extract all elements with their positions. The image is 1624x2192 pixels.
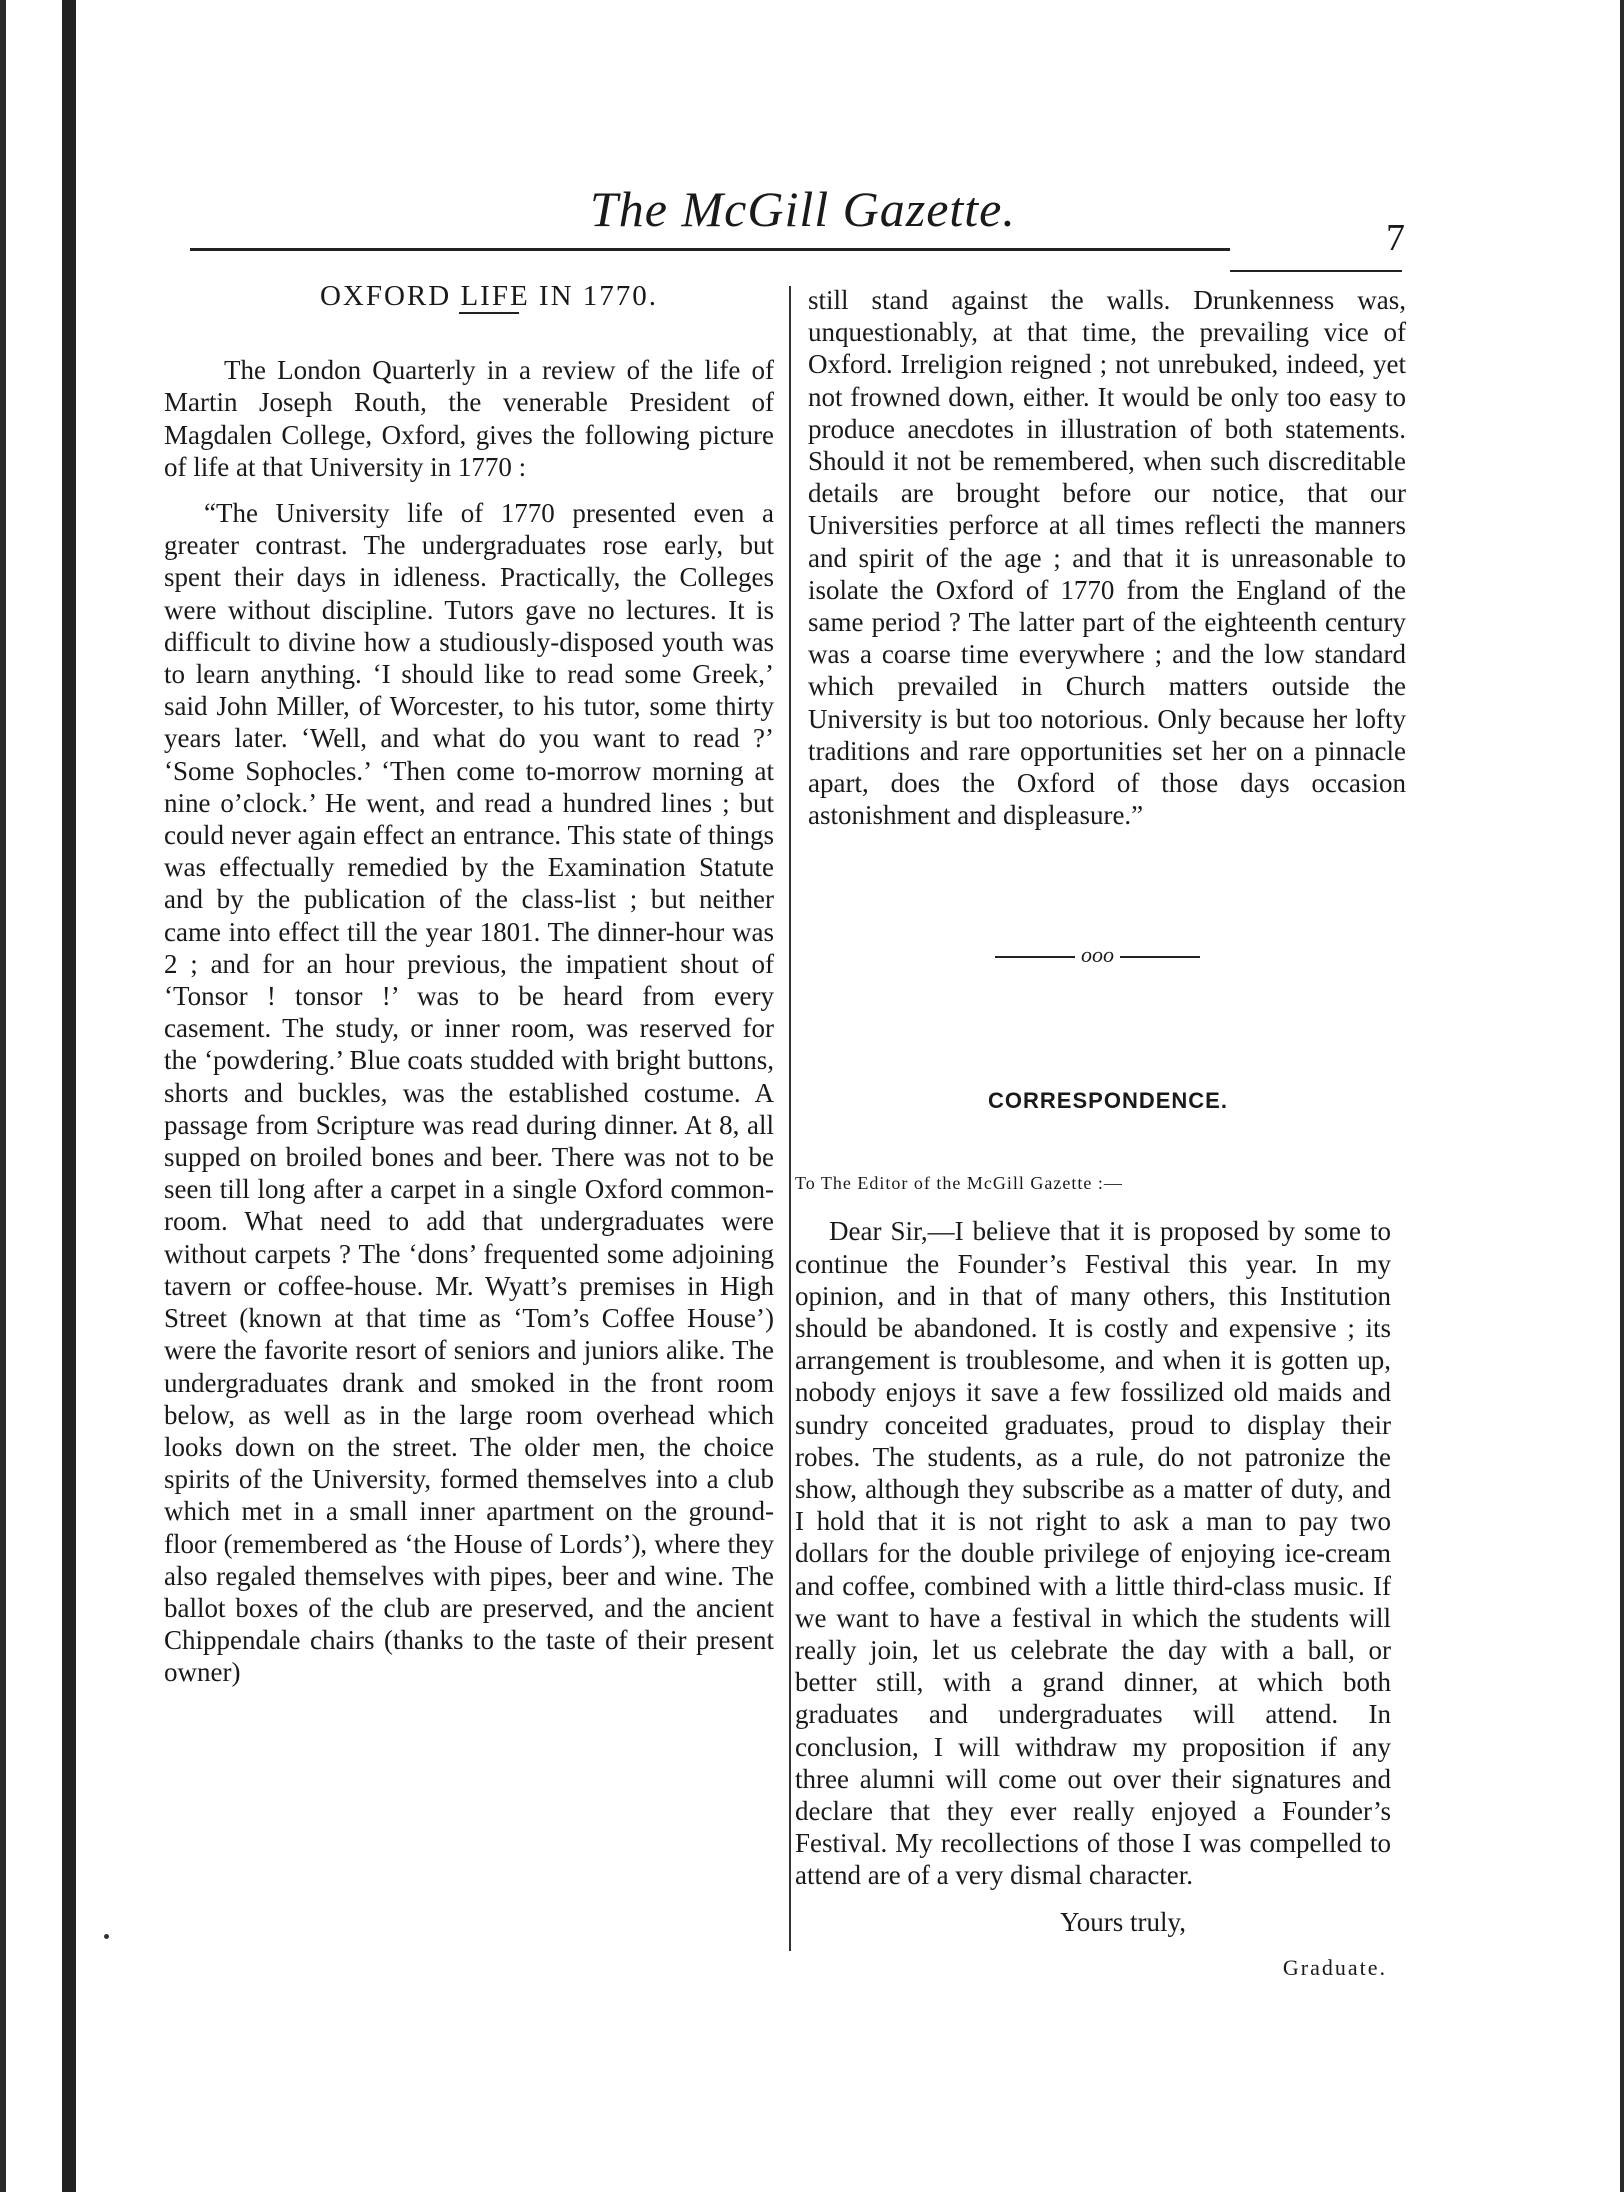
correspondence-section (795, 1085, 1391, 1984)
header-rule (190, 248, 1230, 251)
letter-signature: Graduate. (1282, 1954, 1387, 1980)
title-rule (459, 312, 519, 314)
article-title: OXFORD LIFE IN 1770. (319, 280, 659, 312)
binding-shadow (62, 0, 76, 2192)
column-divider (789, 286, 791, 1951)
scan-edge-right (1620, 0, 1624, 2192)
article-quote: “The University life of 1770 presented even a greater contrast. The undergraduates rose early, but spent their days in idleness. Practically, the Colleges were without discipline. Tutors gave no lectures. It is difficult to divine how a studiously-disposed youth was to learn anything. ‘I should like to read some Greek,’ said John Miller, of Worcester, to his tutor, some thirty years later. ‘Well, and what do you want to read ?’ ‘Some Sophocles.’ ‘Then come to-morrow morning at nine o’clock.’ He went, and read a hundred lines ; but could never again effect an entrance. This state of things was effectually remedied by the Examination Statute and by the publication of the class-list ; but neither came into effect till the year 1801. The dinner-hour was 2 ; and for an hour previous, the impatient shout of ‘Tonsor ! tonsor !’ was to be heard from every casement. The study, or inner room, was reserved for the ‘powdering.’ Blue coats studded with bright buttons, shorts and buckles, was the established costume. A passage from Scripture was read during dinner. At 8, all supped on broiled bones and beer. There was not to be seen till long after a carpet in a single Oxford common-room. What need to add that undergraduates were without carpets ? The ‘dons’ frequented some adjoining tavern or coffee-house. Mr. Wyatt’s premises in High Street (known at that time as ‘Tom’s Coffee House’) were the favorite resort of seniors and juniors alike. The undergraduates drank and smoked in the front room below, as well as in the large room overhead which looks down on the street. The older men, the choice spirits of the University, formed themselves into a club which met in a small inner apartment on the ground-floor (remembered as ‘the House of Lords’), where they also regaled themselves with pipes, beer and wine. The ballot boxes of the club are preserved, and the ancient Chippendale chairs (thanks to the taste of their present owner) (164, 498, 774, 1688)
page-number: 7 (1386, 217, 1405, 259)
running-head: The McGill Gazette. (590, 181, 1016, 237)
letter-salutation: To The Editor of the McGill Gazette :— (795, 1173, 1123, 1194)
margin-speck (104, 1934, 109, 1939)
section-separator: ooo (985, 942, 1210, 968)
left-column (164, 280, 774, 1689)
page-gutter (0, 0, 80, 2192)
article-continuation: still stand against the walls. Drunkenness was, unquestionably, at that time, the prevailing vice of Oxford. Irreligion reigned ; not unrebuked, indeed, yet not frowned down, either. It would be only too easy to produce anecdotes in illustration of both statements. Should it not be remembered, when such discreditable details are brought before our notice, that our Universities perforce at all times reflecti the manners and spirit of the age ; and that it is unreasonable to isolate the Oxford of 1770 from the England of the same period ? The latter part of the eighteenth century was a coarse time everywhere ; and the low standard which prevailed in Church matters outside the University is but too notorious. Only because her lofty traditions and rare opportunities set her on a pinnacle apart, does the Oxford of those days occasion astonishment and displeasure.” (808, 285, 1406, 831)
header-rule-right (1230, 270, 1402, 272)
letter-signoff: Yours truly, (1059, 1906, 1187, 1937)
right-column-top (808, 284, 1406, 831)
scan-edge-left (0, 0, 6, 2192)
letter-body: Dear Sir,—I believe that it is proposed by some to continue the Founder’s Festival this year. In my opinion, and in that of many others, this Institution should be abandoned. It is costly and expensive ; its arrangement is troublesome, and when it is gotten up, nobody enjoys it save a few fossilized old maids and sundry conceited graduates, proud to display their robes. The students, as a rule, do not patronize the show, although they subscribe as a matter of duty, and I hold that it is not right to ask a man to pay two dollars for the double privilege of enjoying ice-cream and coffee, combined with a little third-class music. If we want to have a festival in which the students will really join, let us celebrate the day with a ball, or better still, with a grand dinner, at which both graduates and undergraduates will attend. In conclusion, I will withdraw my proposition if any three alumni will come out over their signatures and declare that they ever really enjoyed a Founder’s Festival. My recollections of those I was compelled to attend are of a very dismal character. (795, 1216, 1391, 1891)
article-intro: The London Quarterly in a review of the life of Martin Joseph Routh, the venerable President of Magdalen College, Oxford, gives the following picture of life at that University in 1770 : (164, 355, 774, 482)
correspondence-title: CORRESPONDENCE. (988, 1088, 1228, 1113)
